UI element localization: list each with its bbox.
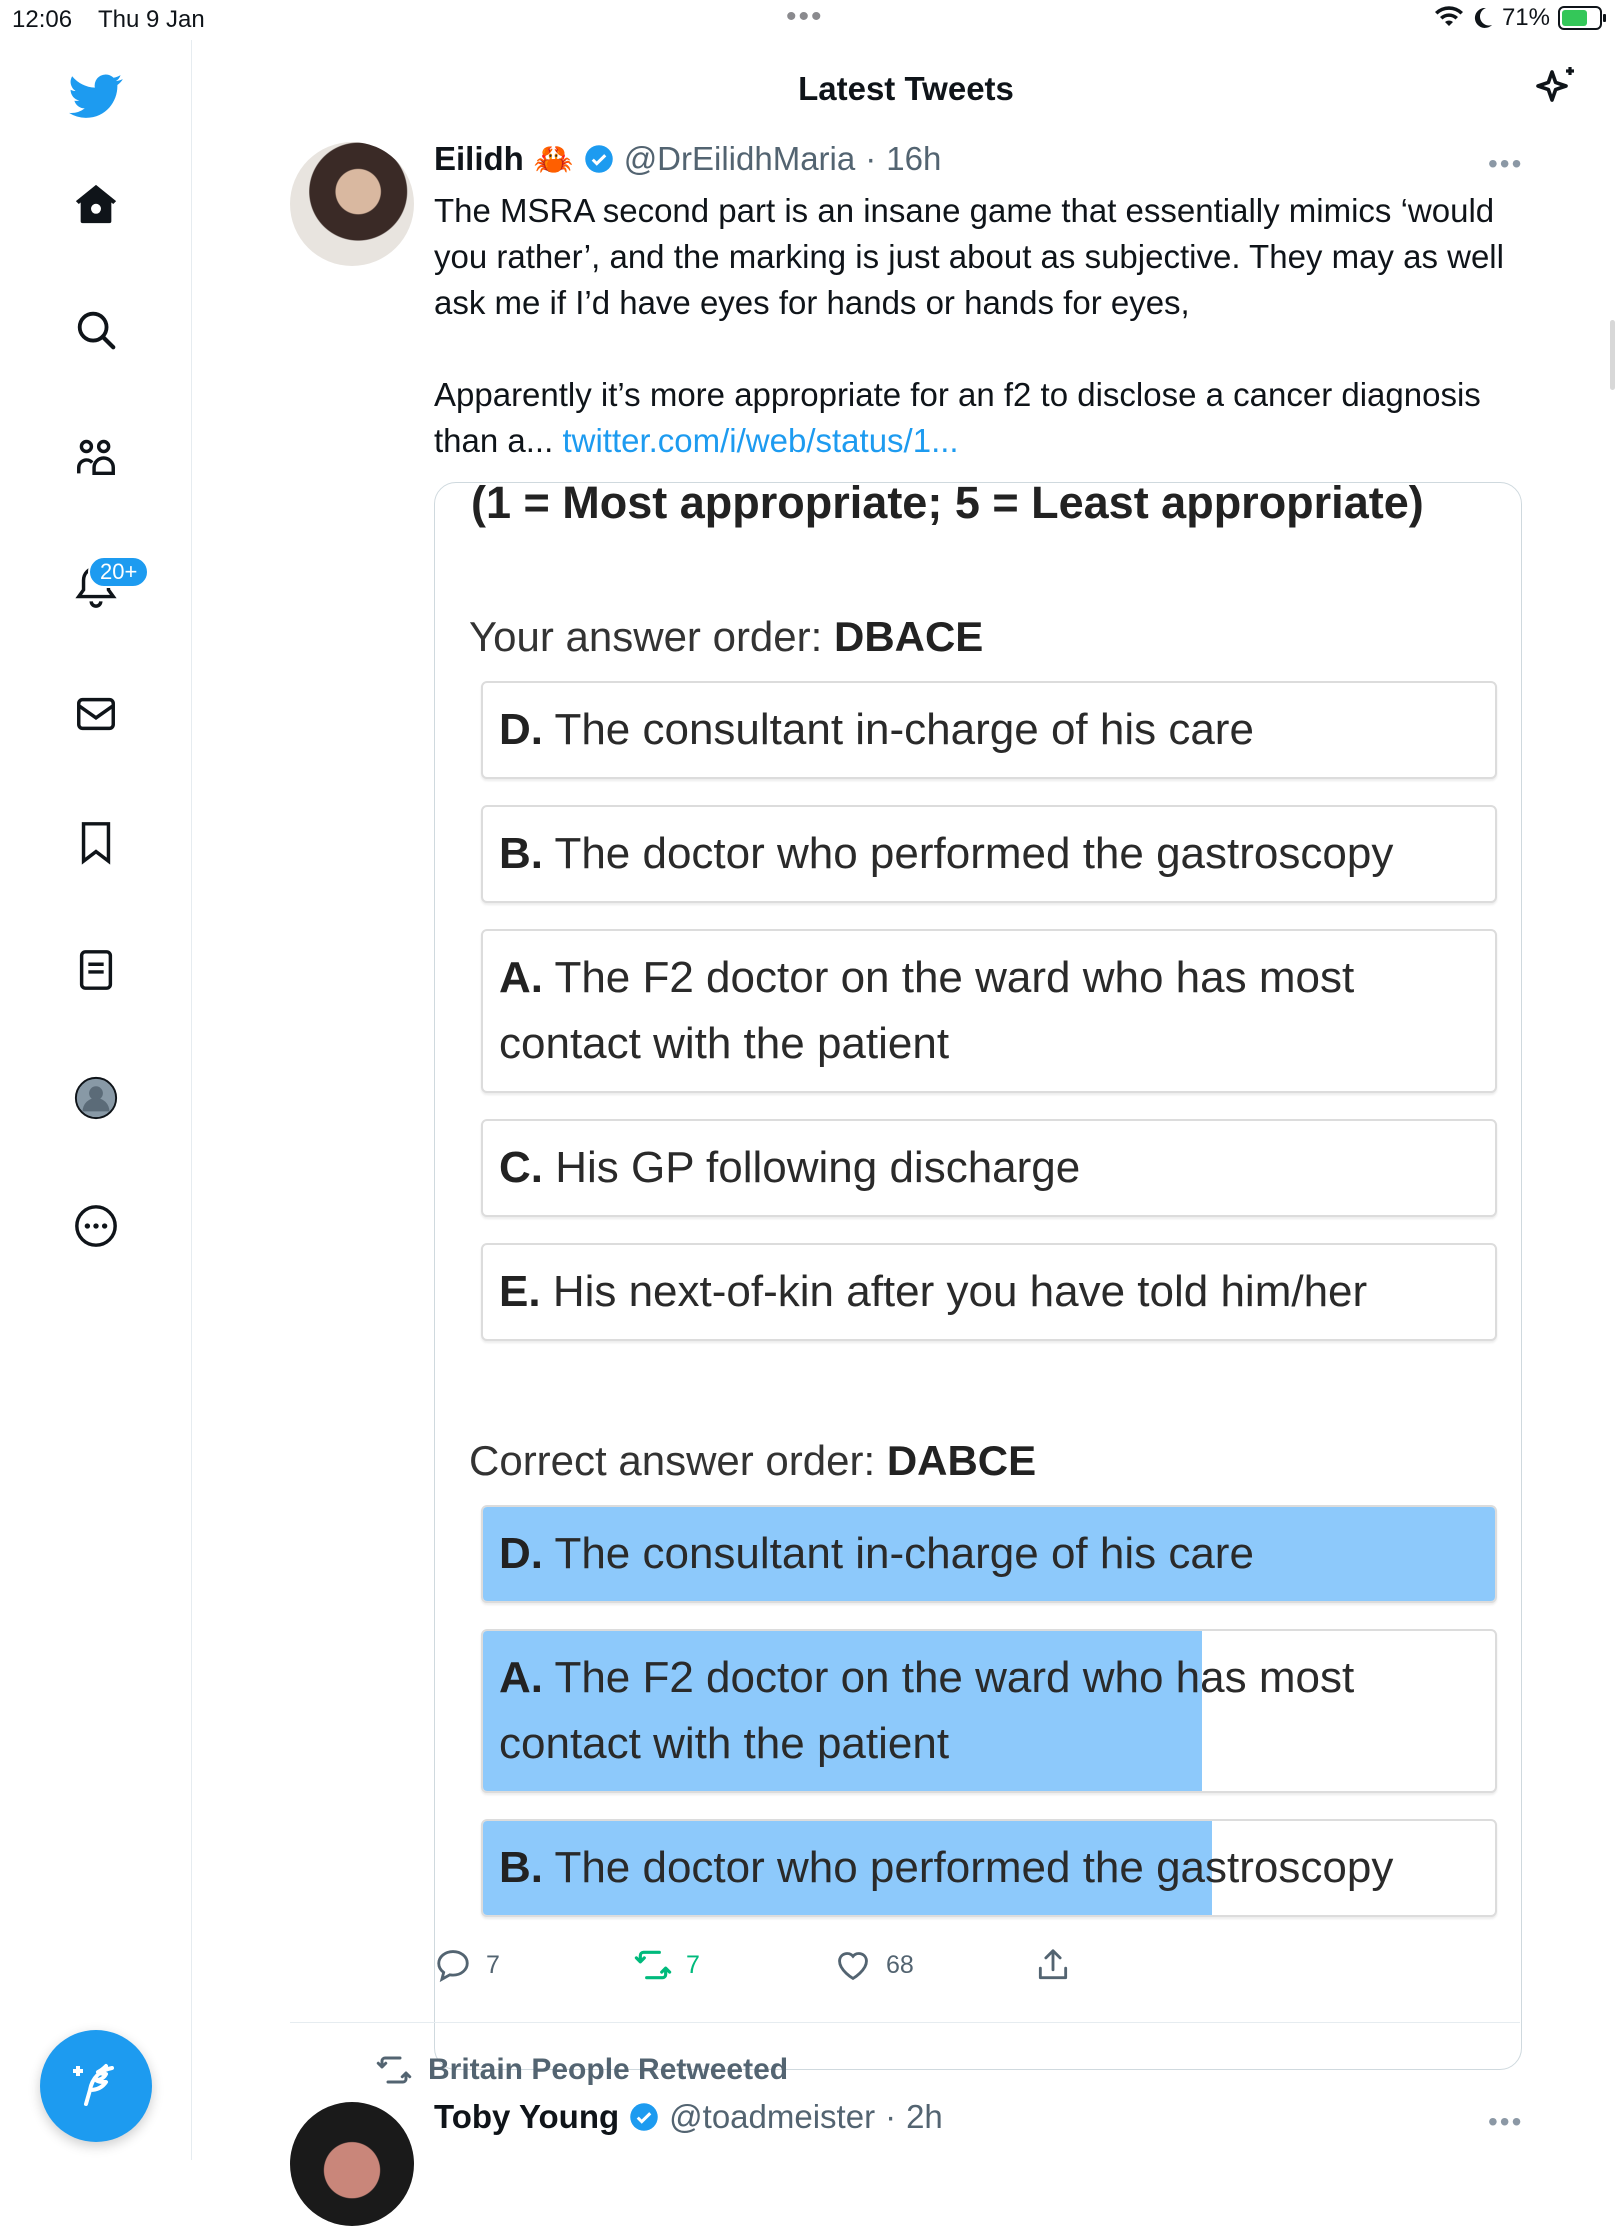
- list-icon[interactable]: [68, 942, 124, 998]
- share-icon: [1034, 1946, 1072, 1984]
- retweeted-by[interactable]: [376, 2052, 788, 2088]
- tweet-divider: [290, 2022, 1520, 2023]
- status-date: Thu 9 Jan: [98, 6, 205, 33]
- correct-answer-label: [469, 1437, 1036, 1485]
- tweet-media[interactable]: [434, 482, 1522, 2070]
- option-letter: A.: [499, 953, 543, 1002]
- heart-icon: [834, 1946, 872, 1984]
- reply-icon: [434, 1946, 472, 1984]
- tweet-actions: [434, 1946, 1434, 1996]
- option-letter: A.: [499, 1653, 543, 1702]
- your-answer-label: [469, 613, 983, 661]
- tweet-more-icon[interactable]: •••: [1488, 148, 1524, 179]
- page-title: Latest Tweets: [798, 70, 1014, 107]
- tweet-paragraph-2: [434, 372, 1514, 464]
- status-bar: [0, 0, 1620, 40]
- option-letter: D.: [499, 705, 543, 754]
- option-text: His next-of-kin after you have told him/her: [552, 1267, 1368, 1316]
- option-text: The F2 doctor on the ward who has most contact with the patient: [499, 1653, 1355, 1768]
- option-letter: B.: [499, 1843, 543, 1892]
- retweeted-by-text: Britain People Retweeted: [428, 2053, 789, 2086]
- sidebar: [0, 40, 192, 2160]
- author-handle[interactable]: @DrEilidhMaria: [623, 140, 856, 177]
- tweet-more-icon[interactable]: •••: [1488, 2106, 1524, 2137]
- wifi-icon: [1434, 6, 1464, 30]
- option-text: The doctor who performed the gastroscopy: [554, 1843, 1394, 1892]
- bookmark-icon[interactable]: [68, 814, 124, 870]
- tweet-link[interactable]: twitter.com/i/web/status/1...: [562, 422, 959, 459]
- twitter-logo-icon[interactable]: [68, 68, 124, 124]
- your-option-a: [481, 929, 1497, 1093]
- option-letter: D.: [499, 1529, 543, 1578]
- status-time: 12:06: [12, 6, 73, 33]
- profile-icon[interactable]: [68, 1070, 124, 1126]
- more-icon[interactable]: [68, 1198, 124, 1254]
- feather-plus-icon: [72, 2062, 120, 2110]
- your-option-d: [481, 681, 1497, 779]
- scroll-indicator[interactable]: [1610, 320, 1615, 390]
- correct-answer-order: DABCE: [886, 1437, 1037, 1484]
- like-count: 68: [886, 1950, 914, 1979]
- battery-percent: 71%: [1501, 4, 1550, 31]
- your-answer-order: DBACE: [833, 613, 984, 660]
- tweet-time[interactable]: 16h: [886, 140, 942, 177]
- option-letter: E.: [499, 1267, 541, 1316]
- crab-emoji: 🦀: [533, 141, 574, 177]
- tweet-paragraph-2-text: Apparently it’s more appropriate for an f2 to disclose a cancer diagnosis than a...: [434, 376, 1481, 459]
- notification-badge: 20+: [88, 556, 149, 588]
- option-text: His GP following discharge: [555, 1143, 1081, 1192]
- people-icon[interactable]: [68, 430, 124, 486]
- tweet-paragraph-1: The MSRA second part is an insane game that essentially mimics ‘would you rather’, and the marking is just about as subjective. They may as well ask me if I’d have eyes for hands or hands for eyes,: [434, 192, 1504, 321]
- home-icon[interactable]: [68, 176, 124, 232]
- status-right: [1434, 4, 1602, 32]
- separator: ·: [865, 140, 877, 177]
- option-text: The consultant in-charge of his care: [554, 705, 1254, 754]
- retweet-count: 7: [686, 1950, 700, 1979]
- scale-note: (1 = Most appropriate; 5 = Least appropriate): [471, 482, 1424, 528]
- option-text: The doctor who performed the gastroscopy: [554, 829, 1394, 878]
- correct-option-d: [481, 1505, 1497, 1603]
- retweet-button[interactable]: [634, 1946, 700, 1984]
- tweet-text: [434, 188, 1514, 464]
- option-text: The consultant in-charge of his care: [554, 1529, 1254, 1578]
- correct-answer-label-text: Correct answer order:: [469, 1437, 876, 1484]
- your-option-e: [481, 1243, 1497, 1341]
- option-letter: C.: [499, 1143, 543, 1192]
- multitasking-dots-icon[interactable]: •••: [786, 0, 824, 33]
- your-answer-label-text: Your answer order:: [469, 613, 823, 660]
- like-button[interactable]: [834, 1946, 914, 1984]
- avatar[interactable]: [290, 142, 414, 266]
- correct-option-a: [481, 1629, 1497, 1793]
- sparkle-icon[interactable]: [1532, 64, 1580, 112]
- separator: ·: [885, 2098, 897, 2135]
- verified-badge-icon: [629, 2102, 659, 2132]
- mail-icon[interactable]: [68, 686, 124, 742]
- tweet-header: [434, 2098, 943, 2136]
- retweet-icon: [634, 1946, 672, 1984]
- your-option-b: [481, 805, 1497, 903]
- compose-tweet-button[interactable]: [40, 2030, 152, 2142]
- tweet-header: [434, 140, 941, 178]
- battery-icon: [1558, 6, 1602, 30]
- reply-count: 7: [486, 1950, 500, 1979]
- retweet-icon: [376, 2052, 412, 2088]
- correct-option-b: [481, 1819, 1497, 1917]
- author-handle[interactable]: @toadmeister: [669, 2098, 876, 2135]
- moon-icon: [1472, 6, 1494, 30]
- search-icon[interactable]: [68, 302, 124, 358]
- author-name[interactable]: Eilidh: [434, 140, 524, 177]
- verified-badge-icon: [584, 144, 614, 174]
- author-name[interactable]: Toby Young: [434, 2098, 620, 2135]
- avatar[interactable]: [290, 2102, 414, 2226]
- reply-button[interactable]: [434, 1946, 500, 1984]
- your-option-c: [481, 1119, 1497, 1217]
- tweet-time[interactable]: 2h: [906, 2098, 943, 2135]
- option-letter: B.: [499, 829, 543, 878]
- share-button[interactable]: [1034, 1946, 1072, 1984]
- option-text: The F2 doctor on the ward who has most contact with the patient: [499, 953, 1355, 1068]
